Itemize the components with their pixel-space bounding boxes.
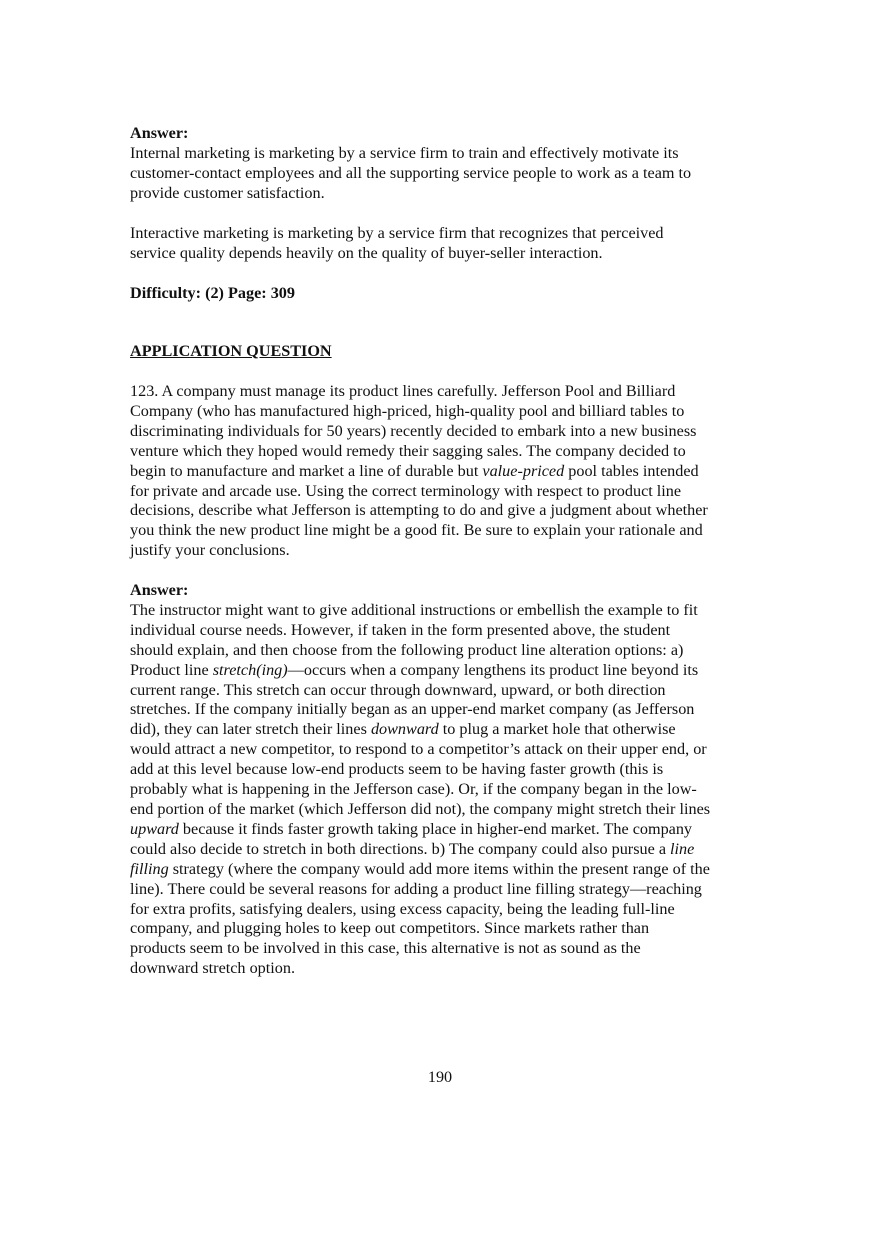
answer-line: end portion of the market (which Jefferson did not), the company might stretch their lines: [130, 799, 711, 818]
question-line: venture which they hoped would remedy their sagging sales. The company decided to: [130, 441, 686, 460]
question-line: begin to manufacture and market a line of durable but value-priced pool tables intended: [130, 461, 699, 480]
answer-line: individual course needs. However, if taken in the form presented above, the student: [130, 620, 671, 639]
answer-block-1: [130, 124, 756, 204]
answer-line: would attract a new competitor, to respond to a competitor’s attack on their upper end, or: [130, 740, 707, 759]
answer-line: provide customer satisfaction.: [130, 183, 325, 202]
answer-line: did), they can later stretch their lines downward to plug a market hole that otherwise: [130, 720, 676, 739]
answer-line: company, and plugging holes to keep out competitors. Since markets rather than: [130, 919, 650, 938]
answer-label: Answer:: [130, 124, 189, 142]
answer-line: service quality depends heavily on the quality of buyer-seller interaction.: [130, 243, 603, 262]
answer-line: products seem to be involved in this case, this alternative is not as sound as the: [130, 939, 641, 958]
answer-line: line). There could be several reasons for adding a product line filling strategy—reaching: [130, 879, 702, 898]
answer-line: filling strategy (where the company would add more items within the present range of the: [130, 859, 710, 878]
answer-line: current range. This stretch can occur through downward, upward, or both direction: [130, 680, 666, 699]
answer-line: customer-contact employees and all the supporting service people to work as a team to: [130, 163, 692, 182]
answer-line: downward stretch option.: [130, 959, 295, 978]
question-line: discriminating individuals for 50 years) recently decided to embark into a new business: [130, 421, 697, 440]
question-line: for private and arcade use. Using the correct terminology with respect to product line: [130, 481, 682, 500]
emphasis-text: downward: [370, 720, 439, 739]
answer-block-2: [130, 581, 756, 979]
answer-line: upward because it finds faster growth taking place in higher-end market. The company: [130, 819, 693, 838]
difficulty-line: Difficulty: (2) Page: 309: [130, 284, 295, 302]
answer-line: for extra profits, satisfying dealers, using excess capacity, being the leading full-line: [130, 899, 675, 918]
answer-line: could also decide to stretch in both directions. b) The company could also pursue a line: [130, 839, 695, 858]
answer-line: Product line stretch(ing)—occurs when a company lengthens its product line beyond its: [130, 660, 699, 679]
answer-label: Answer:: [130, 581, 189, 599]
question-line: 123. A company must manage its product lines carefully. Jefferson Pool and Billiard: [130, 382, 676, 400]
question-line: decisions, describe what Jefferson is attempting to do and give a judgment about whether: [130, 501, 708, 520]
answer-line: probably what is happening in the Jefferson case). Or, if the company began in the low-: [130, 780, 697, 799]
section-heading: APPLICATION QUESTION: [130, 342, 332, 360]
answer-line: The instructor might want to give additional instructions or embellish the example to fit: [130, 600, 698, 619]
question-line: justify your conclusions.: [130, 541, 290, 560]
emphasis-text: line: [670, 839, 695, 858]
question-line: you think the new product line might be a good fit. Be sure to explain your rationale and: [130, 521, 703, 540]
interactive-marketing-paragraph: [130, 224, 756, 264]
answer-line: add at this level because low-end products seem to be having faster growth (this is: [130, 760, 664, 779]
emphasis-text: upward: [130, 819, 179, 838]
question-line: Company (who has manufactured high-priced, high-quality pool and billiard tables to: [130, 401, 685, 420]
emphasis-text: stretch(ing): [212, 660, 288, 679]
emphasis-text: filling: [130, 859, 169, 878]
answer-line: should explain, and then choose from the following product line alteration options: a): [130, 640, 684, 659]
emphasis-text: value-priced: [482, 461, 565, 480]
question-block: [130, 382, 756, 561]
answer-line: stretches. If the company initially began as an upper-end market company (as Jefferson: [130, 700, 695, 719]
page-number: 190: [427, 1068, 453, 1086]
answer-line: Internal marketing is marketing by a service firm to train and effectively motivate its: [130, 143, 679, 162]
answer-line: Interactive marketing is marketing by a service firm that recognizes that perceived: [130, 224, 664, 242]
